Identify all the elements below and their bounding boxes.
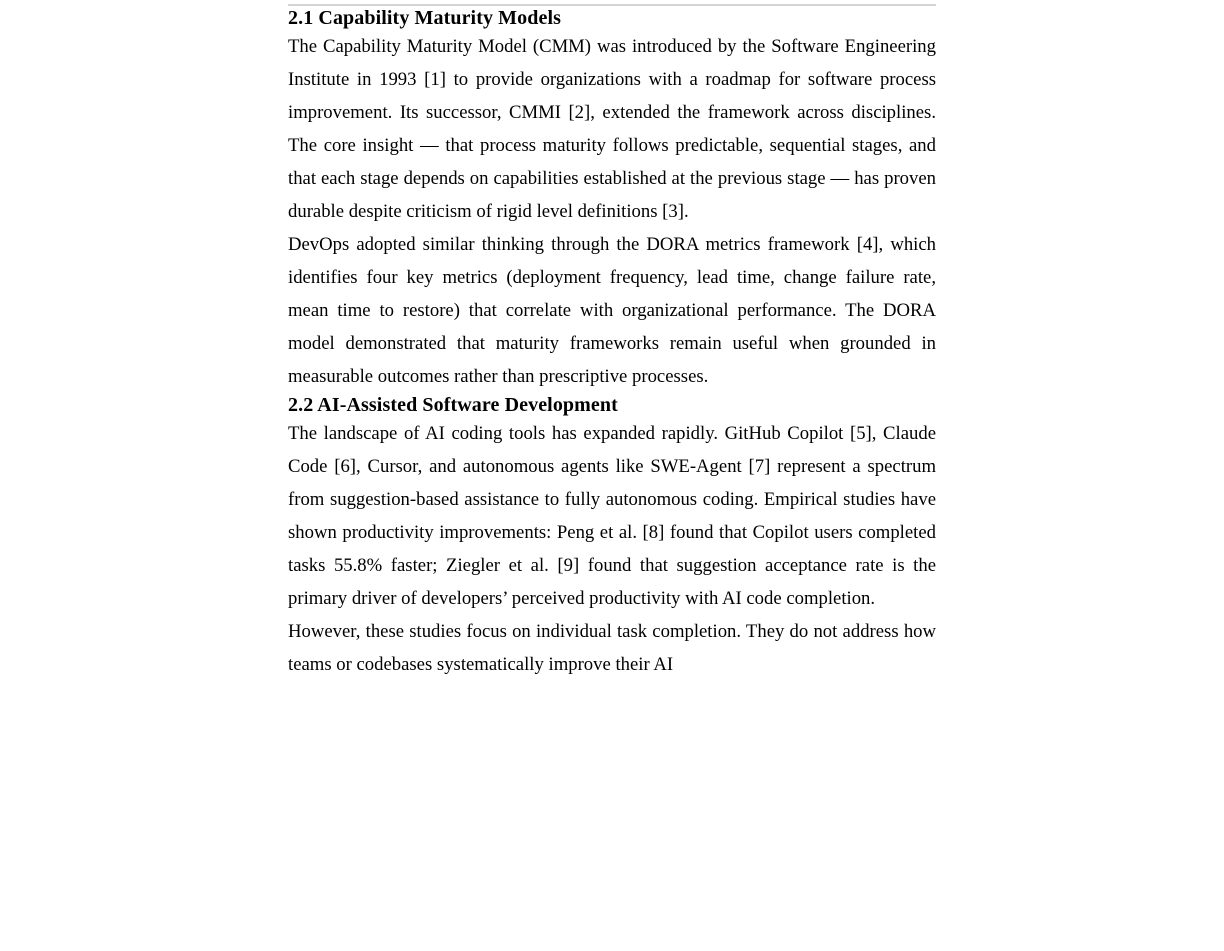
paragraph-dora-metrics: DevOps adopted similar thinking through the DORA metrics framework [4], which identifies four key metrics (deployment frequency, lead time, change failure rate, mean time to restore) that correlate with organizational performance. The DORA model demonstrated that maturity frameworks remain useful when grounded in measurable outcomes rather than prescriptive processes. [288,234,936,387]
section-heading-2-2: 2.2 AI-Assisted Software Development [288,394,618,416]
section-heading-2-1: 2.1 Capability Maturity Models [288,7,561,29]
paragraph-cmm-history: The Capability Maturity Model (CMM) was introduced by the Software Engineering Institute in 1993 [1] to provide organizations with a roadmap for software process improvement. Its successor, CMMI [2], extended the framework across disciplines. The core insight — that process maturity follows predictable, sequential stages, and that each stage depends on capabilities established at the previous stage — has proven durable despite criticism of rigid level definitions [3]. [288,36,936,222]
paragraph-study-limitations: However, these studies focus on individual task completion. They do not address how teams or codebases systematically improve their AI [288,621,936,675]
content-column [288,0,936,681]
paragraph-ai-tool-landscape: The landscape of AI coding tools has expanded rapidly. GitHub Copilot [5], Claude Code [6], Cursor, and autonomous agents like SWE-Agent [7] represent a spectrum from suggestion-based assistance to fully autonomous coding. Empirical studies have shown productivity improvements: Peng et al. [8] found that Copilot users completed tasks 55.8% faster; Ziegler et al. [9] found that suggestion acceptance rate is the primary driver of developers’ perceived productivity with AI code completion. [288,423,936,609]
